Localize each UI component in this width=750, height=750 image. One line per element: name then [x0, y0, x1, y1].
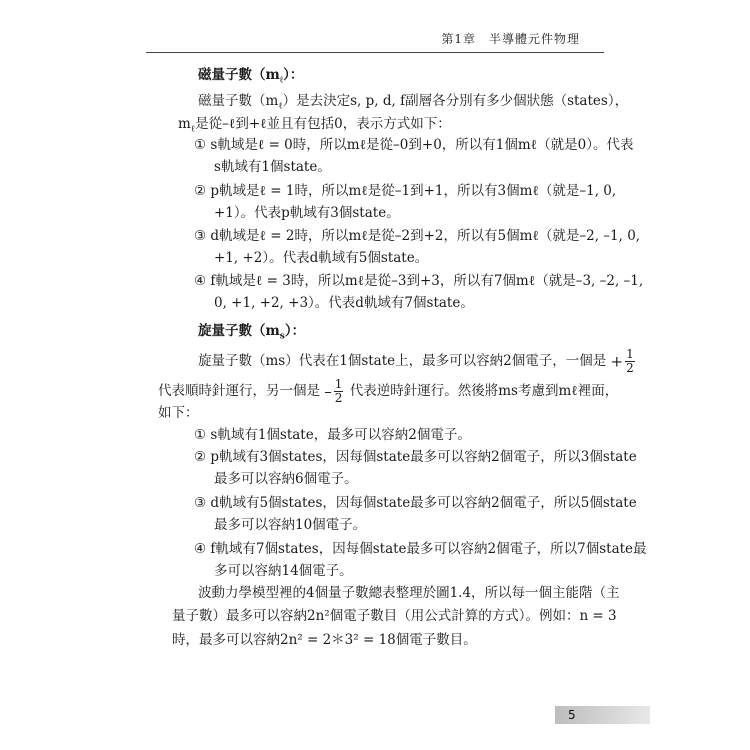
ms-item-2-line-2: 最多可以容納6個電子。 [214, 471, 358, 487]
ms-intro-line-2: 代表順時針運行，另一個是 – $\frac{1}{2}$ 代表逆時針運行。然後將ms考慮到mℓ裡面， [158, 377, 619, 405]
minus-sign: – [324, 382, 332, 401]
ml-item-1-line-1: ① s軌域是ℓ = 0時，所以mℓ是從–0到+0，所以有1個mℓ（就是0）。代表 [194, 137, 634, 153]
running-header: 第1章 半導體元件物理 [441, 32, 580, 46]
page-number: 5 [568, 708, 576, 722]
ms-item-2-line-1: ② p軌域有3個states，因每個state最多可以容納2個電子，所以3個state [194, 449, 637, 465]
ml-item-3-line-2: +1, +2）。代表d軌域有5個state。 [214, 250, 429, 266]
ml-item-4-line-2: 0, +1, +2, +3）。代表d軌域有7個state。 [214, 295, 474, 311]
header-divider [146, 52, 604, 53]
fraction-one-half-negative: $\frac{1}{2}$ [334, 377, 343, 405]
ms-item-1-line-1: ① s軌域有1個state，最多可以容納2個電子。 [194, 427, 471, 443]
ml-item-4-line-1: ④ f軌域是ℓ = 3時，所以mℓ是從–3到+3，所以有7個mℓ（就是–3, –2, –1, [194, 273, 644, 289]
summary-line-3: 時，最多可以容納2n² = 2＊3² = 18個電子數目。 [172, 632, 477, 648]
ml-intro-line-2: $m_\ell$是從–ℓ到+ℓ並且有包括0，表示方式如下： [178, 116, 451, 135]
ms-item-3-line-2: 最多可以容納10個電子。 [214, 517, 367, 533]
ms-item-4-line-2: 多可以容納14個電子。 [214, 563, 353, 579]
summary-line-1: 波動力學模型裡的4個量子數總表整理於圖1.4，所以每一個主能階（主 [198, 585, 620, 601]
ml-item-1-line-2: s軌域有1個state。 [214, 159, 331, 175]
section-heading-ml: 磁量子數$(m_\ell)$： [198, 67, 304, 86]
ml-item-2-line-2: +1）。代表p軌域有3個state。 [214, 205, 400, 221]
ml-intro-line-1: 磁量子數$(m_\ell)$是去決定s, p, d, f副層各分別有多少個狀態（states）， [198, 93, 629, 112]
ms-intro-line-3: 如下： [158, 405, 199, 421]
plus-sign: + [610, 352, 624, 371]
ms-item-3-line-1: ③ d軌域有5個states，因每個state最多可以容納2個電子，所以5個state [194, 495, 637, 511]
ms-item-4-line-1: ④ f軌域有7個states，因每個state最多可以容納2個電子，所以7個state最 [194, 541, 647, 557]
ml-item-3-line-1: ③ d軌域是ℓ = 2時，所以mℓ是從–2到+2，所以有5個mℓ（就是–2, –1, 0, [194, 228, 641, 244]
summary-line-2: 量子數）最多可以容納2n²個電子數目（用公式計算的方式）。例如：n = 3 [172, 608, 617, 624]
fraction-one-half-positive: $\frac{1}{2}$ [626, 347, 634, 375]
ms-intro-line-1: 旋量子數（ms）代表在1個state上，最多可以容納2個電子，一個是 + $\frac{1}{2}$ [198, 347, 634, 375]
section-heading-ms: 旋量子數$(m_s)$： [198, 323, 306, 342]
ml-item-2-line-1: ② p軌域是ℓ = 1時，所以mℓ是從–1到+1，所以有3個mℓ（就是–1, 0, [194, 183, 617, 199]
